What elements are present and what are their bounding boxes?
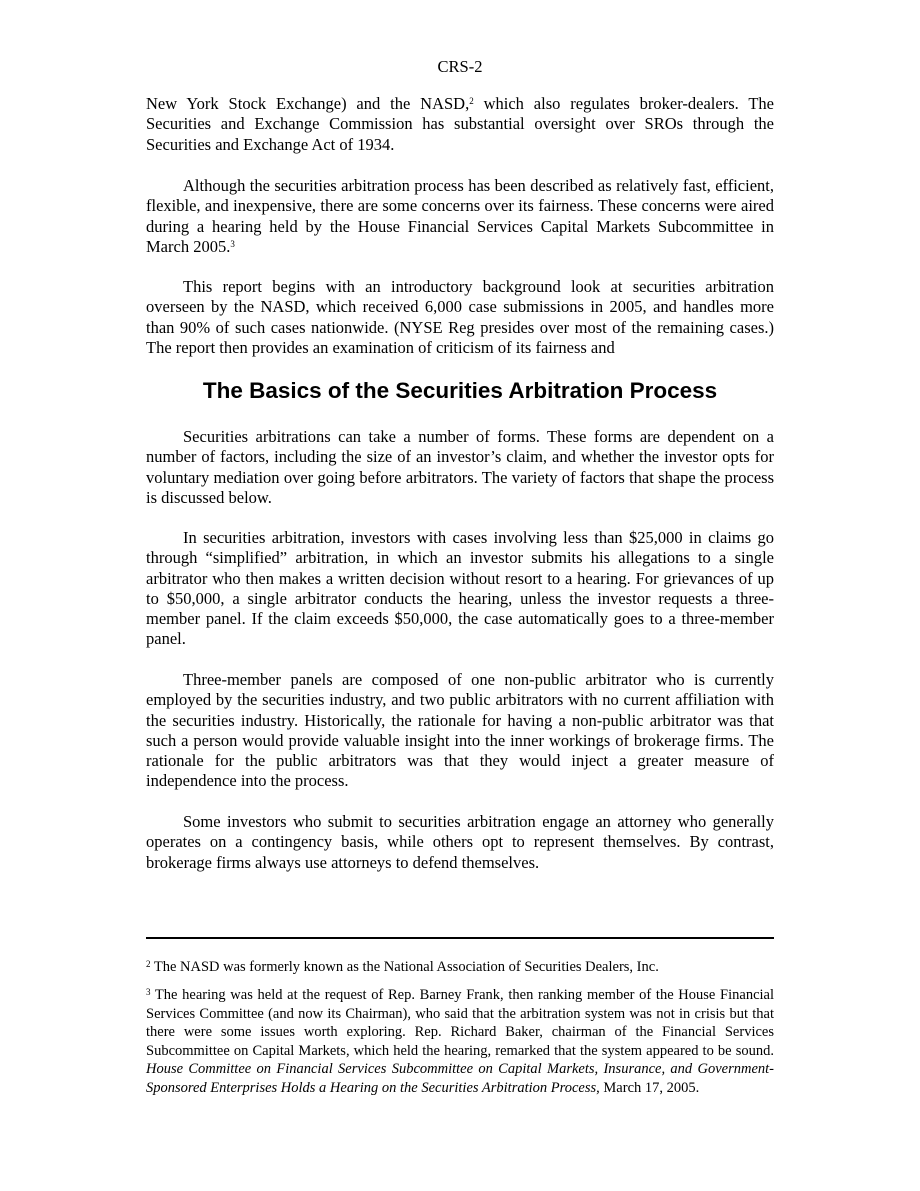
paragraph-text: New York Stock Exchange) and the NASD, xyxy=(146,94,470,113)
paragraph-text: Some investors who submit to securities arbitration engage an attorney who generally operates on a contingency basis, while others opt to represent themselves. By contrast, brokerage firms always use attorneys to defend themselves. xyxy=(146,812,774,872)
footnote-number: 3 xyxy=(146,987,151,997)
footnote-2 xyxy=(146,958,774,977)
paragraph-simplified-arbitration xyxy=(146,528,774,650)
footnote-3 xyxy=(146,986,774,1097)
paragraph-text: Three-member panels are composed of one non-public arbitrator who is currently employed by the securities industry, and two public arbitrators with no current affiliation with the securities industry. Historically, the rationale for having a non-public arbitrator was that such a person would provide valuable insight into the inner workings of brokerage firms. The rationale for the public arbitrators was that they would inject a greater measure of independence into the process. xyxy=(146,670,774,791)
paragraph-text: Although the securities arbitration process has been described as relatively fast, efficient, flexible, and inexpensive, there are some concerns over its fairness. These concerns were aired during a hearing held by the House Financial Services Capital Markets Subcommittee in March 2005. xyxy=(146,176,774,256)
paragraph-text: This report begins with an introductory background look at securities arbitration overseen by the NASD, which received 6,000 case submissions in 2005, and handles more than 90% of such cases nationwide. (NYSE Reg presides over most of the remaining cases.) The report then provides an examination of criticism of its fairness and xyxy=(146,277,774,357)
footnote-divider xyxy=(146,937,774,939)
paragraph-text-cont: which also regulates broker-dealers. The Securities and Exchange Commission has substantial oversight over SROs through the Securities and Exchange Act of 1934. xyxy=(146,94,774,154)
citation-title: House Committee on Financial Services Subcommittee on Capital Markets, Insurance, and Government-Sponsored Enterprises Holds a Hearing on the Securities Arbitration Process xyxy=(146,1061,774,1096)
paragraph-text: Securities arbitrations can take a number of forms. These forms are dependent on a number of factors, including the size of an investor’s claim, and whether the investor opts for voluntary mediation over going before arbitrators. The variety of factors that shape the process is discussed below. xyxy=(146,427,774,507)
footnote-ref-3[interactable]: 3 xyxy=(230,238,235,249)
paragraph-forms xyxy=(146,427,774,508)
paragraph-report-overview xyxy=(146,277,774,358)
section-heading: The Basics of the Securities Arbitration Process xyxy=(202,378,718,403)
paragraph-attorneys xyxy=(146,812,774,873)
paragraph-fairness-concerns xyxy=(146,176,774,257)
footnote-ref-2[interactable]: 2 xyxy=(469,96,474,106)
paragraph-three-member-panels xyxy=(146,670,774,792)
citation-date: , March 17, 2005. xyxy=(596,1079,700,1096)
paragraph-text: In securities arbitration, investors with cases involving less than $25,000 in claims go through “simplified” arbitration, in which an investor submits his allegations to a single arbitrator who then makes a written decision without resort to a hearing. For grievances of up to $50,000, a single arbitrator conducts the hearing, unless the investor requests a three-member panel. If the claim exceeds $50,000, the case automatically goes to a three-member panel. xyxy=(146,528,774,649)
footnote-text: The hearing was held at the request of Rep. Barney Frank, then ranking member of the House Financial Services Committee (and now its Chairman), who said that the arbitration system was not in crisis but that there were some issues worth exploring. Rep. Richard Baker, chairman of the Financial Services Subcommittee on Capital Markets, which held the hearing, remarked that the system appeared to be sound. xyxy=(146,987,774,1059)
page-number: CRS-2 xyxy=(437,57,483,76)
paragraph-continued xyxy=(146,94,774,155)
footnote-text: The NASD was formerly known as the National Association of Securities Dealers, Inc. xyxy=(150,959,659,975)
footnote-number: 2 xyxy=(146,959,151,969)
